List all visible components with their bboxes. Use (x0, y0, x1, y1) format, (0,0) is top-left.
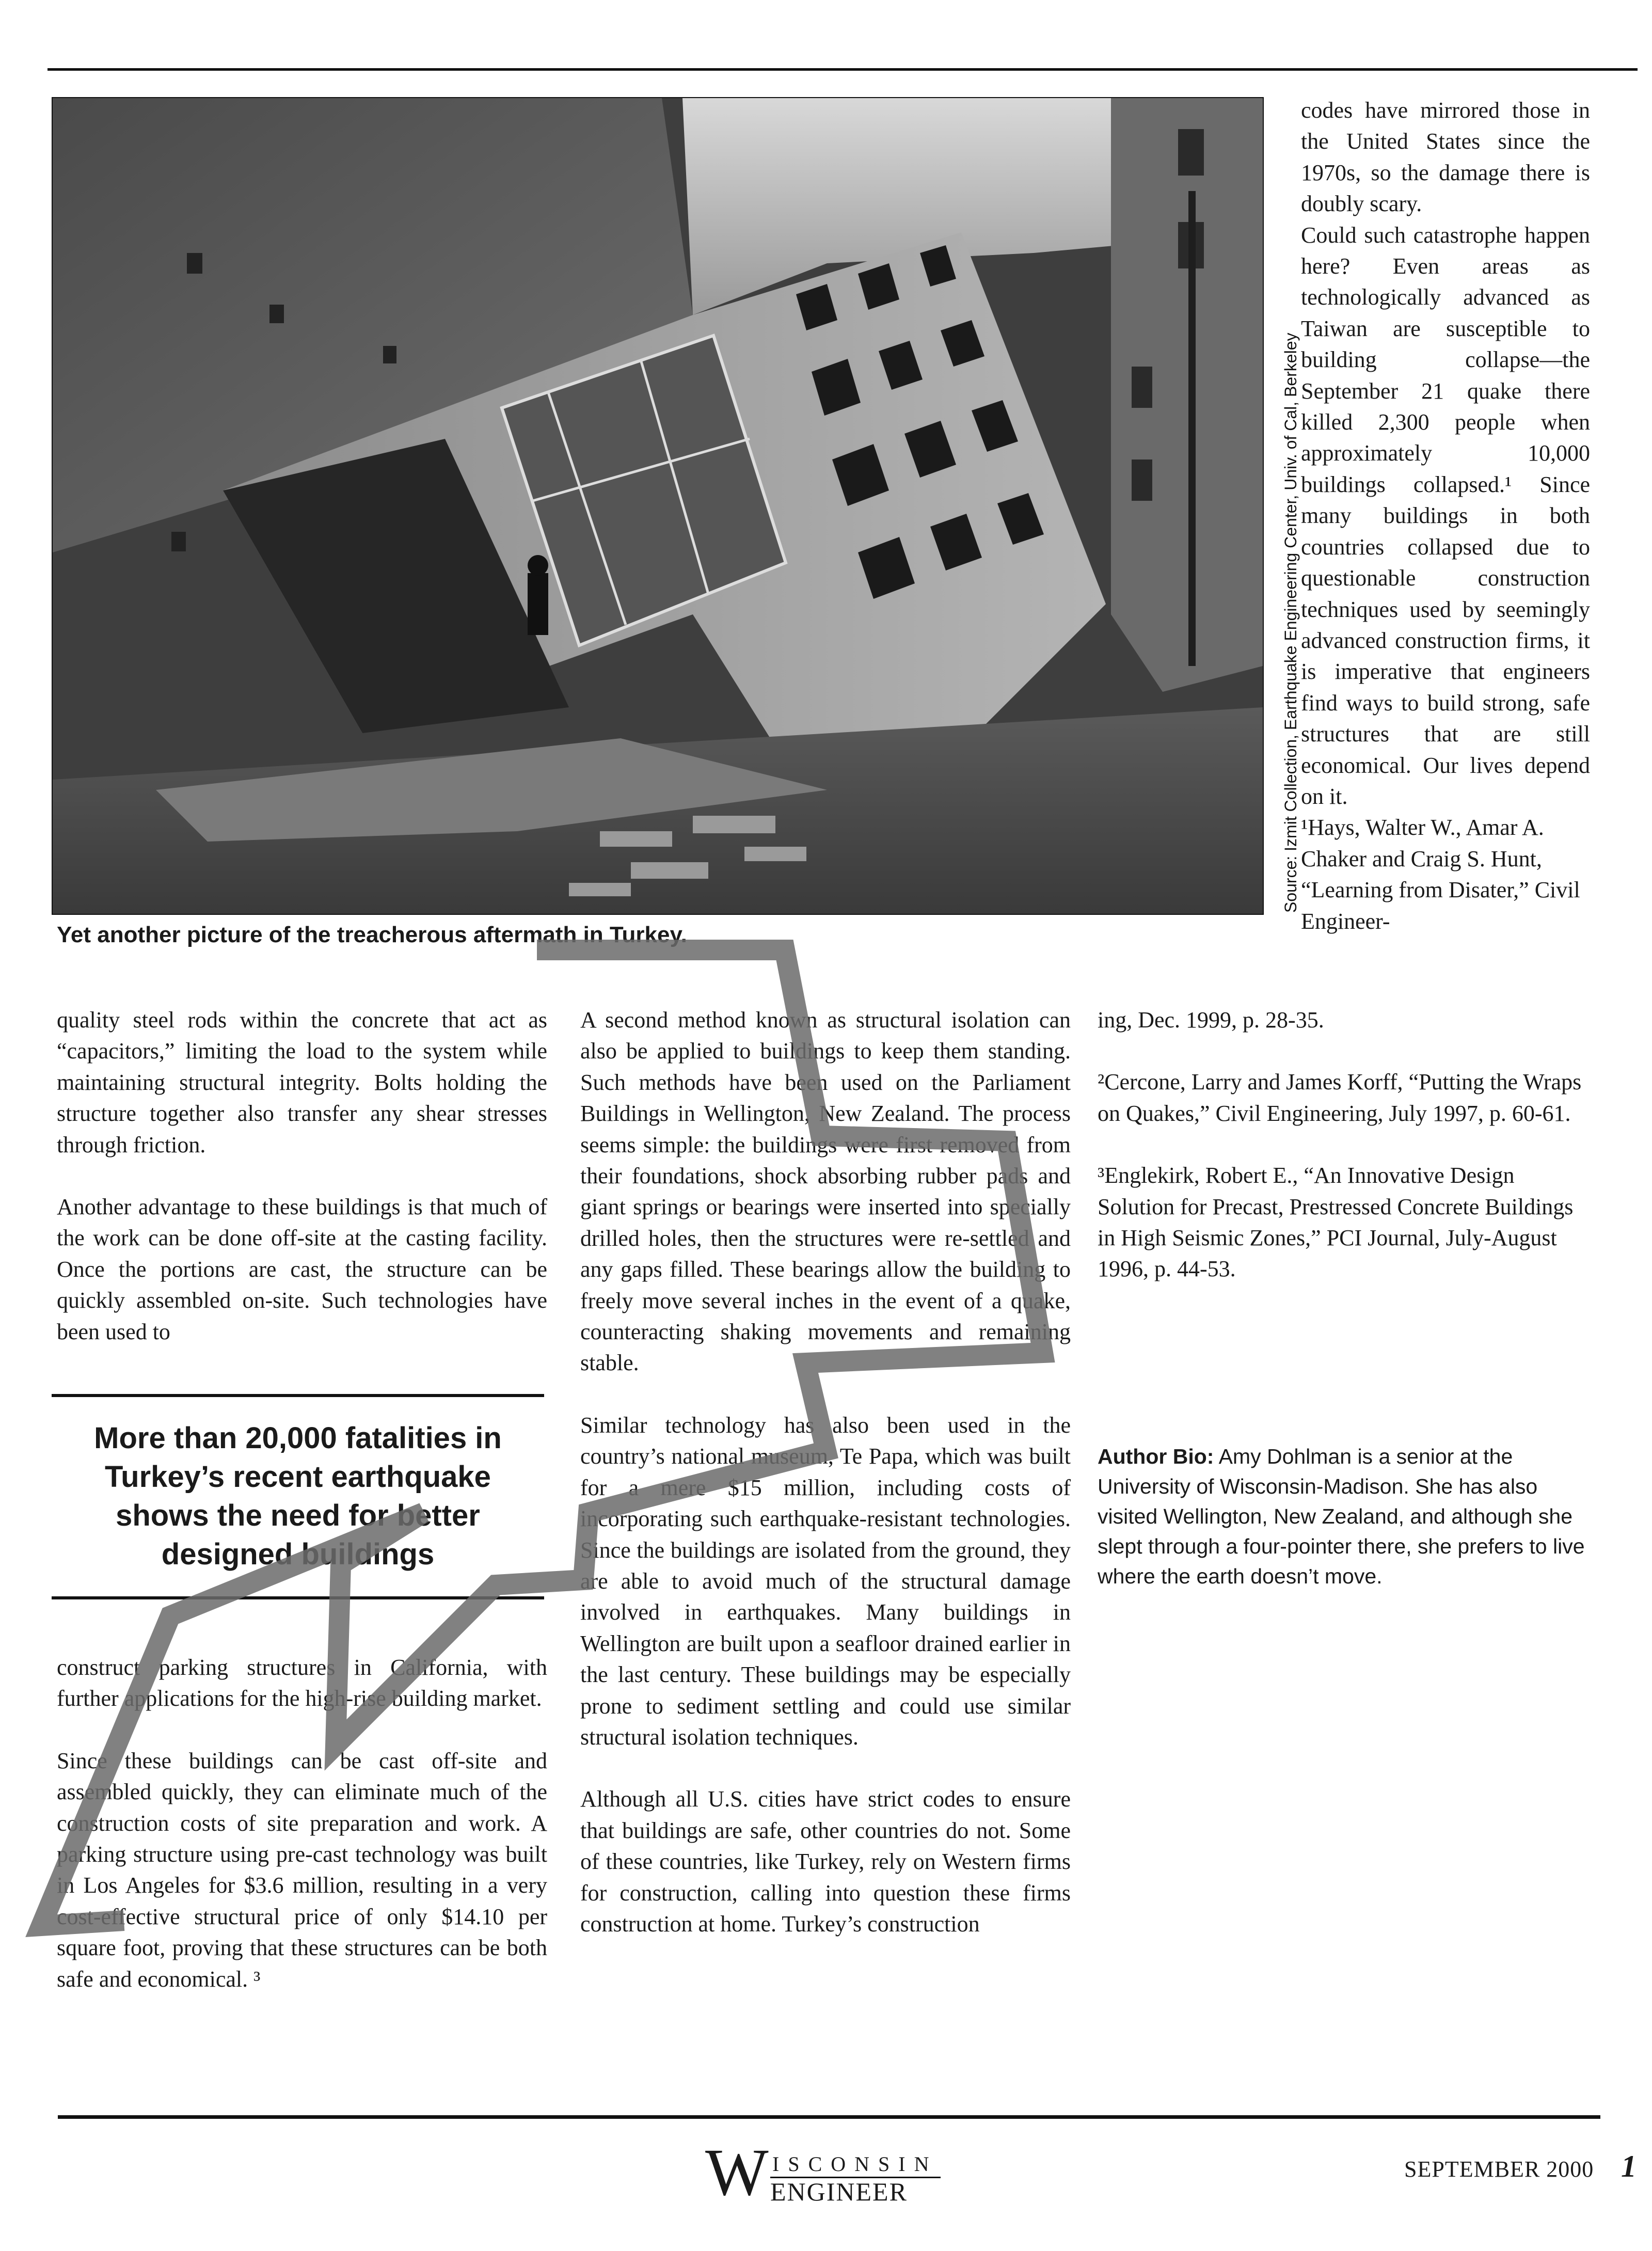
logo-engineer: ENGINEER (770, 2177, 908, 2206)
footnote-3: ³Englekirk, Robert E., “An Innovative Design Solution for Precast, Prestressed Concrete Buildings in High Seismic Zones,” PCI Journal, July-August 1996, p. 44-53. (1098, 1163, 1574, 1282)
body-paragraph: codes have mirrored those in the United States since the 1970s, so the damage there is doubly scary. (1301, 98, 1590, 217)
body-paragraph: quality steel rods within the concrete that act as “capacitors,” limiting the load to the system while maintaining structural integrity. Bolts holding the structure together also transfer any shear stresses through friction. (57, 1007, 547, 1158)
body-paragraph: Although all U.S. cities have strict codes to ensure that buildings are safe, other countries do not. Some of these countries, like Turkey, rely on Western firms for construction, calling into question these firms construction at home. Turkey’s construction (580, 1786, 1071, 1937)
top-rule (47, 68, 1638, 71)
column-left-bottom (57, 1652, 547, 1995)
photo-caption: Yet another picture of the treacherous aftermath in Turkey. (57, 922, 687, 947)
body-paragraph: Similar technology has also been used in the country’s national museum, Te Papa, which was built for a mere $15 million, including costs of incorporating such earthquake-resistant technologies. Since the buildings are isolated from the ground, they are able to avoid much of the structural damage involved in earthquakes. Many buildings in Wellington are built upon a seafloor drained earlier in the last century. These buildings may be especially prone to sediment settling and could use similar structural isolation techniques. (580, 1412, 1071, 1750)
collapsed-building-illustration (53, 98, 1263, 914)
author-bio-text: Amy Dohlman is a senior at the University of Wisconsin-Madison. She has also visited Wellington, New Zealand, and although she slept through a four-pointer there, she prefers to live where the earth doesn’t move. (1098, 1445, 1585, 1588)
logo-wisconsin: ISCONSIN (772, 2152, 938, 2176)
column-middle (580, 1005, 1071, 1940)
body-paragraph: A second method known as structural isolation can also be applied to buildings to keep them standing. Such methods have been used on the Parliament Buildings in Wellington, New Zealand. The process seems simple: the buildings were first removed from their foundations, shock absorbing rubber pads and giant springs or bearings were inserted into specially drilled holes, then the structures were re-settled and any gaps filled. These bearings allow the building to freely move several inches in the event of a quake, counteracting shaking movements and remaining stable. (580, 1007, 1071, 1376)
wisconsin-engineer-logo (705, 2136, 953, 2209)
page-number: 1 (1621, 2149, 1637, 2183)
body-paragraph: Another advantage to these buildings is that much of the work can be done off-site at the casting facility. Once the portions are cast, the structure can be quickly assembled on-site. Such technologies have been used to (57, 1194, 547, 1344)
photo-credit (1266, 310, 1300, 913)
footnote-2: ²Cercone, Larry and James Korff, “Putting the Wraps on Quakes,” Civil Engineering, July 1997, p. 60-61. (1098, 1069, 1582, 1126)
issue-date: SEPTEMBER 2000 (1404, 2157, 1594, 2182)
footnote-1-start: ¹Hays, Walter W., Amar A. Chaker and Craig S. Hunt, “Learning from Disater,” Civil Engineer- (1301, 815, 1580, 934)
footnotes (1098, 1005, 1590, 1285)
pull-quote (52, 1394, 544, 1599)
pull-quote-bottom-rule (52, 1596, 544, 1599)
body-paragraph: Since these buildings can be cast off-site and assembled quickly, they can eliminate much of the construction costs of site preparation and work. A parking structure using pre-cast technology was built in Los Angeles for $3.6 million, resulting in a very cost-effective structural price of only $14.10 per square foot, proving that these structures can be both safe and economical. ³ (57, 1748, 547, 1992)
footnote-1-end: ing, Dec. 1999, p. 28-35. (1098, 1007, 1324, 1033)
pull-quote-text: More than 20,000 fatalities in Turkey’s recent earthquake shows the need for better designed buildings (94, 1421, 502, 1571)
bottom-rule (58, 2115, 1600, 2119)
body-paragraph: construct parking structures in California, with further applications for the high-rise building market. (57, 1655, 547, 1711)
body-paragraph: Could such catastrophe happen here? Even areas as technologically advanced as Taiwan are susceptible to building collapse—the September 21 quake there killed 2,300 people when approximately 10,000 buildings collapsed.¹ Since many buildings in both countries collapsed due to questionable construction techniques used by seemingly advanced construction firms, it is imperative that engineers find ways to build strong, safe structures that are still economical. Our lives depend on it. (1301, 222, 1590, 809)
column-right-top (1301, 95, 1590, 937)
author-bio-label: Author Bio: (1098, 1445, 1214, 1468)
logo-w: W (705, 2135, 769, 2210)
author-bio (1098, 1441, 1593, 1591)
photo-credit-text: Source: Izmit Collection, Earthquake Engineering Center, Univ. of Cal, Berkeley (1281, 332, 1300, 913)
column-left-top (57, 1005, 547, 1348)
earthquake-photo (52, 97, 1264, 915)
